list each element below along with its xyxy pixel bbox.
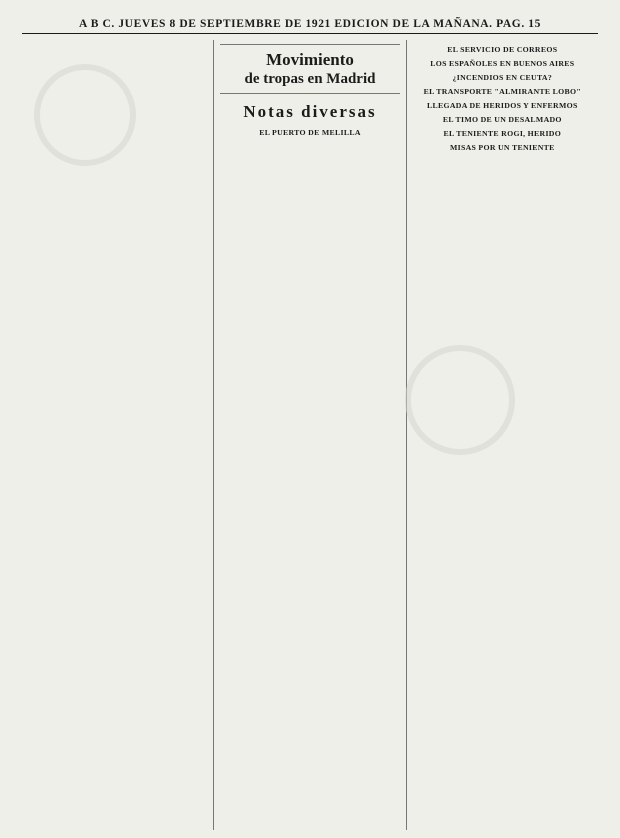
divider bbox=[220, 44, 399, 45]
section-heading: EL SERVICIO DE CORREOS bbox=[447, 45, 558, 54]
page-masthead: A B C. JUEVES 8 DE SEPTIEMBRE DE 1921 EDICION DE LA MAÑANA. PAG. 15 bbox=[22, 18, 598, 34]
headline-movimiento: Movimiento bbox=[266, 50, 354, 69]
section-heading: EL PUERTO DE MELILLA bbox=[259, 128, 361, 137]
section-heading: MISAS POR UN TENIENTE bbox=[449, 143, 555, 152]
headline-tropas-madrid: de tropas en Madrid bbox=[244, 71, 376, 87]
section-heading: EL TRANSPORTE "ALMIRANTE LOBO" bbox=[423, 87, 582, 96]
column-3 bbox=[407, 40, 598, 830]
headline-notas-diversas: Notas diversas bbox=[243, 102, 377, 121]
section-heading: ¿INCENDIOS EN CEUTA? bbox=[452, 73, 553, 82]
column-1 bbox=[22, 40, 214, 830]
column-2-sections bbox=[220, 128, 399, 137]
divider bbox=[220, 93, 399, 94]
section-heading: EL TIMO DE UN DESALMADO bbox=[442, 115, 562, 124]
section-heading: LLEGADA DE HERIDOS Y ENFERMOS bbox=[426, 101, 578, 110]
section-heading: EL TENIENTE ROGI, HERIDO bbox=[443, 129, 562, 138]
columns bbox=[22, 40, 598, 830]
column-2 bbox=[214, 40, 406, 830]
column-3-sections bbox=[413, 45, 592, 152]
section-heading: LOS ESPAÑOLES EN BUENOS AIRES bbox=[430, 59, 575, 68]
